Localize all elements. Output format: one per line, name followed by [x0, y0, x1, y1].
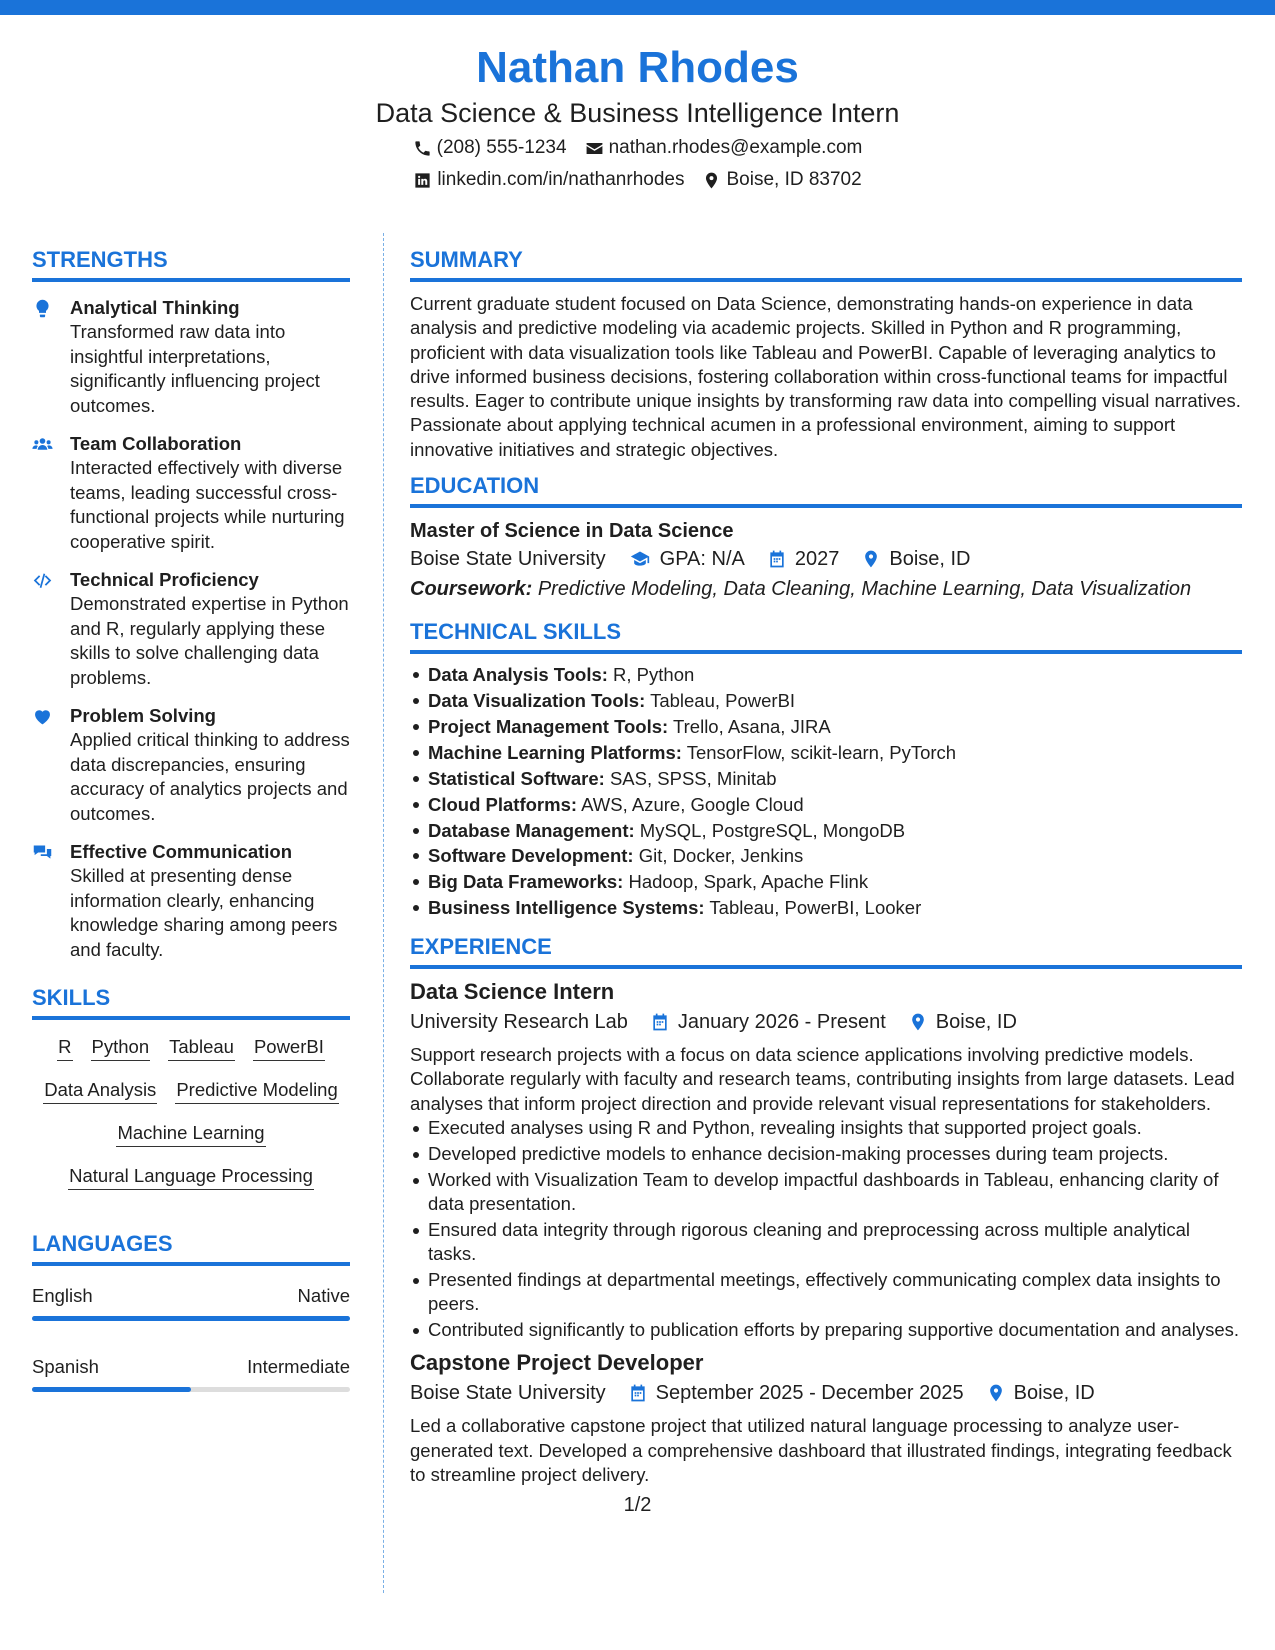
calendar-icon	[650, 1012, 670, 1032]
strength-item	[32, 296, 350, 418]
contact-phone[interactable]	[413, 132, 567, 164]
list-item: Developed predictive models to enhance decision-making processes during team projects.	[410, 1142, 1242, 1166]
page-number: 1/2	[623, 1494, 652, 1516]
language-proficiency-bar	[32, 1387, 350, 1392]
coursework-list: Predictive Modeling, Data Cleaning, Machine Learning, Data Visualization	[537, 578, 1192, 601]
list-item: Data Visualization Tools: Tableau, PowerBI	[410, 688, 1242, 714]
proficiency-fill	[32, 1387, 191, 1392]
job-location: Boise, ID	[1013, 1382, 1095, 1405]
resume-header	[0, 40, 1275, 196]
strength-item	[32, 432, 350, 554]
strength-desc: Interacted effectively with diverse teams, leading successful cross-functional projects while nurturing cooperative spirit.	[70, 457, 345, 552]
education-heading: EDUCATION	[410, 472, 1242, 508]
language-proficiency-bar	[32, 1316, 350, 1321]
map-pin-icon	[861, 549, 881, 569]
linkedin-icon	[413, 171, 432, 190]
email-text: nathan.rhodes@example.com	[608, 137, 863, 158]
skill-tag: PowerBI	[253, 1034, 325, 1061]
strength-desc: Demonstrated expertise in Python and R, regularly applying these skills to solve challenging data problems.	[70, 593, 349, 688]
map-pin-icon	[908, 1012, 928, 1032]
left-column	[32, 246, 350, 1392]
strength-desc: Skilled at presenting dense information clearly, enhancing knowledge sharing among peers and faculty.	[70, 865, 338, 960]
strength-title: Analytical Thinking	[70, 297, 240, 318]
map-pin-icon	[702, 171, 721, 190]
calendar-icon	[628, 1383, 648, 1403]
job-meta	[410, 1007, 1242, 1037]
strength-item	[32, 704, 350, 826]
candidate-name: Nathan Rhodes	[476, 43, 799, 92]
phone-text: (208) 555-1234	[436, 137, 567, 158]
heart-icon	[32, 706, 53, 727]
skills-tags	[32, 1034, 350, 1190]
list-item: Database Management: MySQL, PostgreSQL, MongoDB	[410, 818, 1242, 844]
linkedin-text: linkedin.com/in/nathanrhodes	[437, 169, 685, 190]
location-text: Boise, ID 83702	[726, 169, 862, 190]
job-org: University Research Lab	[410, 1011, 628, 1034]
summary-heading: SUMMARY	[410, 246, 1242, 282]
experience-heading: EXPERIENCE	[410, 933, 1242, 969]
technical-skills-heading: TECHNICAL SKILLS	[410, 618, 1242, 654]
right-column	[410, 246, 1242, 1487]
job-description: Support research projects with a focus on data science applications involving predictive models. Collaborate regularly with faculty and research teams, contributing insights from large datasets. Lead analyses that inform project direction and provide relevant visual representations for stakeholders.	[410, 1044, 1235, 1114]
list-item: Machine Learning Platforms: TensorFlow, scikit-learn, PyTorch	[410, 740, 1242, 766]
strength-desc: Applied critical thinking to address data discrepancies, ensuring accuracy of analytics projects and outcomes.	[70, 729, 350, 824]
graduation-cap-icon	[628, 549, 652, 569]
strength-title: Effective Communication	[70, 841, 293, 862]
education-meta	[410, 544, 1242, 574]
skill-tag: Machine Learning	[116, 1120, 265, 1147]
graduation-year: 2027	[794, 548, 840, 571]
column-divider	[383, 233, 384, 1593]
technical-skills-list	[410, 662, 1242, 921]
strengths-heading: STRENGTHS	[32, 246, 350, 282]
calendar-icon	[767, 549, 787, 569]
strength-item	[32, 568, 350, 690]
strength-title: Problem Solving	[70, 705, 216, 726]
proficiency-fill	[32, 1316, 350, 1321]
code-icon	[32, 570, 53, 591]
languages-heading: LANGUAGES	[32, 1230, 350, 1266]
phone-icon	[413, 139, 432, 158]
skill-tag: Tableau	[168, 1034, 235, 1061]
job-title: Data Science Intern	[410, 979, 615, 1005]
list-item: Cloud Platforms: AWS, Azure, Google Cloud	[410, 792, 1242, 818]
contact-location	[702, 164, 861, 196]
job-meta	[410, 1378, 1242, 1408]
language-name: Spanish	[32, 1356, 99, 1377]
language-item	[32, 1355, 350, 1392]
coursework	[410, 574, 1242, 604]
strength-desc: Transformed raw data into insightful interpretations, significantly influencing project outcomes.	[70, 321, 320, 416]
skill-tag: Data Analysis	[43, 1077, 157, 1104]
job-dates: September 2025 - December 2025	[655, 1382, 964, 1405]
candidate-title: Data Science & Business Intelligence Intern	[375, 98, 900, 128]
list-item: Ensured data integrity through rigorous cleaning and preprocessing across multiple analytical tasks.	[410, 1218, 1242, 1267]
job-title: Capstone Project Developer	[410, 1350, 704, 1376]
list-item: Contributed significantly to publication efforts by preparing supportive documentation and analyses.	[410, 1318, 1242, 1342]
top-accent-bar	[0, 0, 1275, 15]
list-item: Worked with Visualization Team to develop impactful dashboards in Tableau, enhancing clarity of data presentation.	[410, 1168, 1242, 1217]
job-bullets	[410, 1116, 1242, 1342]
strength-item	[32, 840, 350, 962]
job-description: Led a collaborative capstone project that utilized natural language processing to analyze user-generated text. Developed a comprehensive dashboard that illustrated findings, integrating feedback to streamline project delivery.	[410, 1415, 1232, 1485]
skills-heading: SKILLS	[32, 984, 350, 1020]
list-item: Presented findings at departmental meetings, effectively communicating complex data insights to peers.	[410, 1268, 1242, 1317]
skill-tag: Python	[91, 1034, 151, 1061]
contact-email[interactable]	[585, 132, 863, 164]
lightbulb-icon	[32, 298, 53, 319]
language-level: Intermediate	[247, 1356, 350, 1377]
users-icon	[32, 434, 53, 455]
job-location: Boise, ID	[935, 1011, 1017, 1034]
envelope-icon	[585, 139, 604, 158]
list-item: Executed analyses using R and Python, revealing insights that supported project goals.	[410, 1116, 1242, 1140]
summary-text: Current graduate student focused on Data Science, demonstrating hands-on experience in data analysis and predictive modeling via academic projects. Skilled in Python and R programming, proficient with data visualization tools like Tableau and PowerBI. Capable of leveraging analytics to drive informed business decisions, fostering collaboration within cross-functional teams for impactful results. Eager to contribute unique insights by transforming raw data into compelling visual narratives. Passionate about applying technical acumen in a professional environment, aiming to support innovative initiatives and strategic objectives.	[410, 293, 1241, 460]
list-item: Data Analysis Tools: R, Python	[410, 662, 1242, 688]
skill-tag: R	[57, 1034, 72, 1061]
job-org: Boise State University	[410, 1382, 606, 1405]
skill-tag: Predictive Modeling	[175, 1077, 338, 1104]
list-item: Big Data Frameworks: Hadoop, Spark, Apache Flink	[410, 869, 1242, 895]
gpa-text: GPA: N/A	[659, 548, 745, 571]
strength-title: Technical Proficiency	[70, 569, 259, 590]
contact-row-1	[0, 132, 1275, 164]
comments-icon	[32, 842, 53, 863]
list-item: Statistical Software: SAS, SPSS, Minitab	[410, 766, 1242, 792]
skill-tag: Natural Language Processing	[68, 1163, 314, 1190]
coursework-label: Coursework:	[410, 578, 533, 601]
language-item	[32, 1284, 350, 1321]
degree-title: Master of Science in Data Science	[410, 520, 734, 543]
school-name: Boise State University	[410, 548, 606, 571]
language-name: English	[32, 1285, 93, 1306]
list-item: Business Intelligence Systems: Tableau, PowerBI, Looker	[410, 895, 1242, 921]
job-dates: January 2026 - Present	[677, 1011, 886, 1034]
strength-title: Team Collaboration	[70, 433, 242, 454]
map-pin-icon	[986, 1383, 1006, 1403]
education-location: Boise, ID	[889, 548, 971, 571]
contact-linkedin[interactable]	[413, 164, 684, 196]
list-item: Project Management Tools: Trello, Asana, JIRA	[410, 714, 1242, 740]
language-level: Native	[297, 1285, 350, 1306]
contact-row-2	[0, 164, 1275, 196]
list-item: Software Development: Git, Docker, Jenkins	[410, 843, 1242, 869]
